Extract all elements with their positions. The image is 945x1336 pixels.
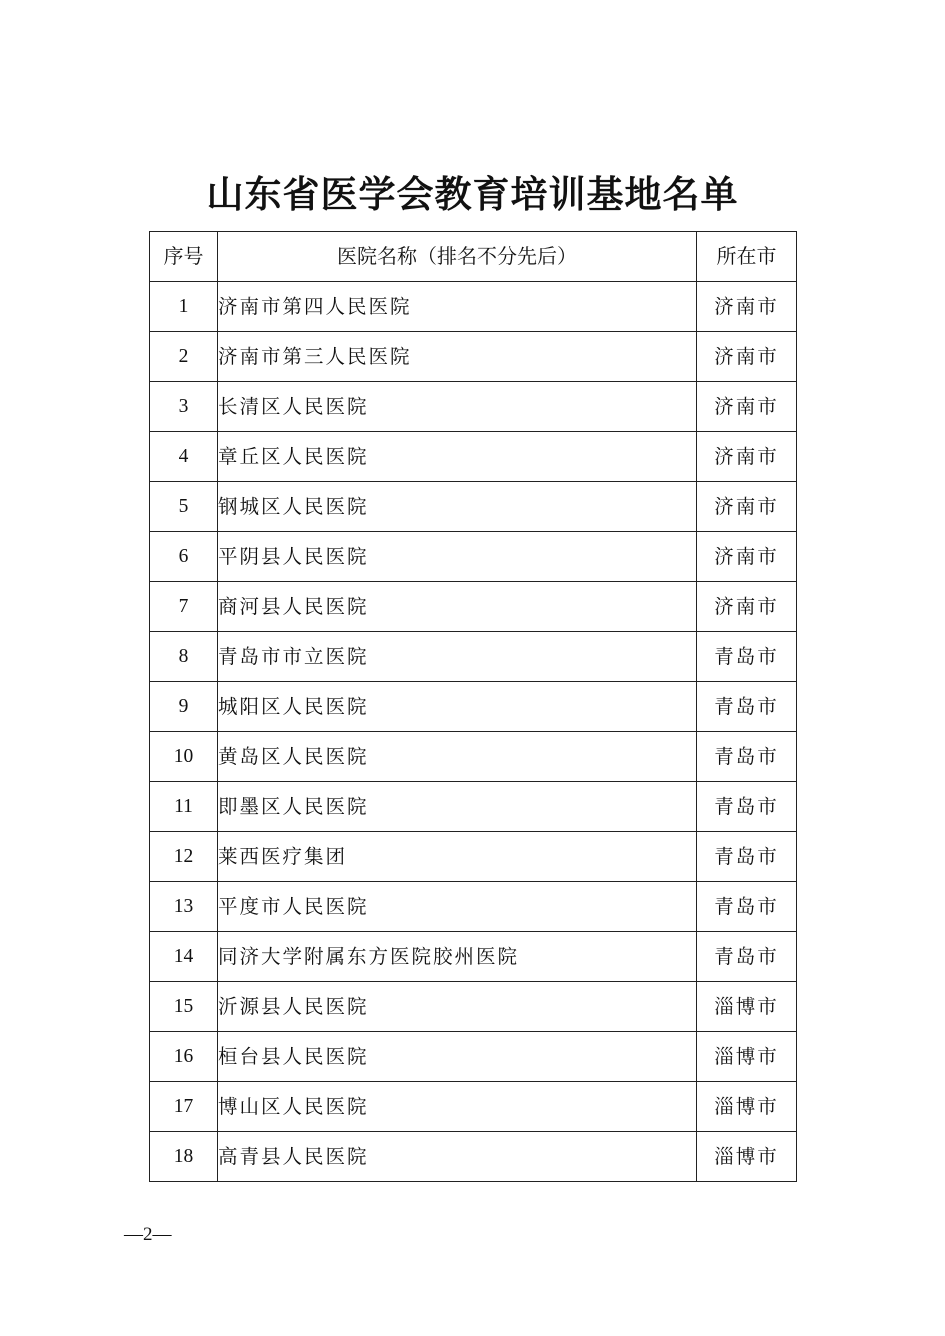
- row-city: 青岛市: [697, 682, 797, 732]
- row-serial-number: 10: [150, 732, 218, 782]
- row-hospital-name: 钢城区人民医院: [218, 482, 697, 532]
- table-row: [150, 582, 797, 632]
- row-serial-number: 14: [150, 932, 218, 982]
- row-serial-number: 9: [150, 682, 218, 732]
- row-city: 济南市: [697, 482, 797, 532]
- row-serial-number: 11: [150, 782, 218, 832]
- hospital-table: [149, 231, 797, 1182]
- row-city: 青岛市: [697, 732, 797, 782]
- row-city: 青岛市: [697, 932, 797, 982]
- row-hospital-name: 章丘区人民医院: [218, 432, 697, 482]
- row-serial-number: 6: [150, 532, 218, 582]
- row-serial-number: 18: [150, 1132, 218, 1182]
- row-serial-number: 1: [150, 282, 218, 332]
- table-row: [150, 1032, 797, 1082]
- table-row: [150, 932, 797, 982]
- row-hospital-name: 城阳区人民医院: [218, 682, 697, 732]
- row-hospital-name: 平阴县人民医院: [218, 532, 697, 582]
- table-header-row: [150, 232, 797, 282]
- row-city: 淄博市: [697, 1082, 797, 1132]
- row-serial-number: 15: [150, 982, 218, 1032]
- header-city: 所在市: [697, 232, 797, 282]
- page-number: —2—: [124, 1224, 172, 1245]
- row-city: 济南市: [697, 282, 797, 332]
- row-serial-number: 8: [150, 632, 218, 682]
- row-city: 淄博市: [697, 1032, 797, 1082]
- row-hospital-name: 商河县人民医院: [218, 582, 697, 632]
- header-hospital-name: 医院名称（排名不分先后）: [218, 232, 697, 282]
- page-title: 山东省医学会教育培训基地名单: [206, 173, 739, 216]
- row-serial-number: 12: [150, 832, 218, 882]
- row-hospital-name: 即墨区人民医院: [218, 782, 697, 832]
- row-city: 青岛市: [697, 782, 797, 832]
- table-row: [150, 982, 797, 1032]
- table-row: [150, 632, 797, 682]
- table-row: [150, 532, 797, 582]
- table-row: [150, 682, 797, 732]
- row-serial-number: 3: [150, 382, 218, 432]
- row-city: 青岛市: [697, 832, 797, 882]
- row-serial-number: 17: [150, 1082, 218, 1132]
- row-hospital-name: 黄岛区人民医院: [218, 732, 697, 782]
- table-row: [150, 332, 797, 382]
- row-serial-number: 16: [150, 1032, 218, 1082]
- row-hospital-name: 莱西医疗集团: [218, 832, 697, 882]
- table-row: [150, 1132, 797, 1182]
- row-hospital-name: 济南市第四人民医院: [218, 282, 697, 332]
- row-hospital-name: 高青县人民医院: [218, 1132, 697, 1182]
- row-serial-number: 13: [150, 882, 218, 932]
- row-city: 淄博市: [697, 982, 797, 1032]
- row-hospital-name: 博山区人民医院: [218, 1082, 697, 1132]
- table-row: [150, 732, 797, 782]
- row-hospital-name: 济南市第三人民医院: [218, 332, 697, 382]
- row-hospital-name: 桓台县人民医院: [218, 1032, 697, 1082]
- row-city: 济南市: [697, 432, 797, 482]
- table-row: [150, 432, 797, 482]
- table-row: [150, 1082, 797, 1132]
- table-row: [150, 282, 797, 332]
- row-city: 青岛市: [697, 882, 797, 932]
- row-hospital-name: 平度市人民医院: [218, 882, 697, 932]
- row-city: 青岛市: [697, 632, 797, 682]
- row-serial-number: 4: [150, 432, 218, 482]
- row-city: 淄博市: [697, 1132, 797, 1182]
- row-city: 济南市: [697, 532, 797, 582]
- table-row: [150, 382, 797, 432]
- row-city: 济南市: [697, 332, 797, 382]
- row-city: 济南市: [697, 582, 797, 632]
- table-row: [150, 482, 797, 532]
- table-row: [150, 782, 797, 832]
- row-serial-number: 5: [150, 482, 218, 532]
- row-hospital-name: 同济大学附属东方医院胶州医院: [218, 932, 697, 982]
- row-hospital-name: 长清区人民医院: [218, 382, 697, 432]
- row-city: 济南市: [697, 382, 797, 432]
- table-row: [150, 882, 797, 932]
- table-row: [150, 832, 797, 882]
- row-hospital-name: 青岛市市立医院: [218, 632, 697, 682]
- header-serial-number: 序号: [150, 232, 218, 282]
- row-serial-number: 7: [150, 582, 218, 632]
- row-serial-number: 2: [150, 332, 218, 382]
- row-hospital-name: 沂源县人民医院: [218, 982, 697, 1032]
